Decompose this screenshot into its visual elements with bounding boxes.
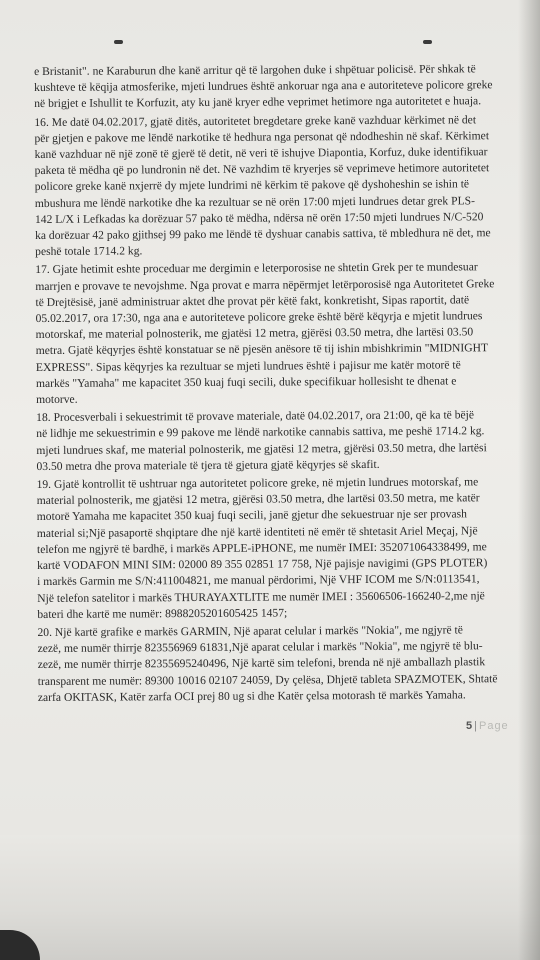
page-edge-shadow [518,0,540,960]
paragraph-16: 16. Me datë 04.02.2017, gjatë ditës, autoritetet bregdetare greke kanë vazhduar kërkimet në det për gjetjen e pakove me lëndë narkotike të hedhura nga personat që ndodheshin në skaf. Kërkimet kanë vazhduar në një zonë të gjerë të detit, në veri të ishujve Diapontia, Korfuz, duke identifikuar paketa të mëdha që po lundronin në det. Në vazhdim të kryerjes së veprimeve hetimore autoritetet policore greke kanë nxjerrë dy mjete lundrimi në kërkim të pakove që dyshoheshin se ishin të mbushura me lëndë narkotike dhe ka rezultuar se në orën 17:00 mjeti lundrues detar grek PLS- 142 L/X i Lefkadas ka dorëzuar 57 pako të mëdha, ndërsa në orën 17:50 mjeti lundrues N/C-520 ka dorëzuar 42 pako gjithsej 99 pako me lëndë të dyshuar canabis sattiva, të mbledhura në det, me peshë totale 1714.2 kg. [34,112,491,259]
footer-separator: | [474,720,477,732]
staple-mark-right [423,40,432,44]
page-label: Page [478,720,509,732]
paragraph-18: 18. Procesverbali i sekuestrimit të provave materiale, datë 04.02.2017, ora 21:00, që ka të bëjë në lidhje me sekuestrimin e 99 pakove me lëndë narkotike cannabis sattiva, me peshë 1714.2 kg. mjeti lundrues skaf, me material polnosterik, me gjatësi 12 metra, gjërësi 03.50 metra, dhe lartësi 03.50 metra dhe prova materiale të tjera të gjetura gjatë këqyrjes së skafit. [36,408,487,473]
paragraph-20: 20. Një kartë grafike e markës GARMIN, Një aparat celular i markës "Nokia", me ngjyrë të zezë, me numër thirrje 823556969 61831,Një aparat celular i markës "Nokia", me ngjyrë të blu- zezë, me numër thirrje 82355695240496, Një kartë sim telefoni, brenda në një amballazh plastik transparent me numër: 89300 10016 02107 24059, Dy çelësa, Dhjetë tableta SPAZMOTEK, Shtatë zarfa OKITASK, Katër zarfa OCI prej 80 ug si dhe Katër çelsa motorash të markës Yamaha. [37,623,498,704]
page-footer [466,720,509,732]
page-bottom-margin [0,835,540,960]
paragraph-19: 19. Gjatë kontrollit të ushtruar nga autoritetet policore greke, në mjetin lundrues motorskaf, me material polnosterik, me gjatësi 12 metra, gjërësi 03.50 metra, dhe lartësi 03.50 metra, me katër motorë Yamaha me kapacitet 350 kuaj fuqi secili, janë gjetur dhe sekuestruar nje ser provash material si;Një pasaportë shqiptare dhe një kartë identiteti në emër të shtetasit Ariel Meçaj, Një telefon me ngjyrë të bardhë, i markës APPLE-iPHONE, me numër IMEI: 352071064338499, me kartë VODAFON MINI SIM: 02000 89 355 02851 17 758, Një pajisje navigimi (GPS PLOTER) i markës Garmin me S/N:411004821, me manual përdorimi, Një VHF ICOM me S/N:0113541, Një telefon satelitor i markës THURAYAXTLITE me numër IMEI : 35606506-166240-2,me një bateri dhe kartë me numër: 8988205201605425 1457; [36,475,488,621]
document-body [34,61,512,708]
staple-mark-left [114,40,123,44]
paragraph-17: 17. Gjate hetimit eshte proceduar me dergimin e leterporosise ne shtetin Grek per te mundesuar marrjen e provave te nevojshme. Nga provat e marra nëpërmjet letërporosisë nga Autoritetet Greke të Drejtësisë, janë administruar aktet dhe provat për këtë fakt, konkretisht, Sipas raportit, datë 05.02.2017, ora 17:30, nga ana e autoriteteve policore greke është bërë këqyrja e mjetit lundrues motorskaf, me material polnosterik, me gjatësi 12 metra, gjërësi 03.50 metra, dhe lartësi 03.50 metra. Gjatë këqyrjes është konstatuar se në pjesën anësore të tij ishin mbishkrimin "MIDNIGHT EXPRESS". Sipas këqyrjes ka rezultuar se mjeti lundrues është i pajisur me katër motorë të markës "Yamaha" me kapacitet 350 kuaj fuqi secili, duke specifikuar hollesisht te dhenat e motorve. [35,260,495,407]
paragraph-continuation: e Bristanit". ne Karaburun dhe kanë arritur që të largohen duke i shpëtuar policisë. Për shkak të kushteve të këqija atmosferike, mjeti lundrues është ankoruar nga ana e autoriteteve policore greke në brigjet e Ishullit te Korfuzit, aty ku janë kryer edhe veprimet hetimore nga autoritetet e huaja. [34,62,493,111]
page-number: 5 [466,720,473,732]
